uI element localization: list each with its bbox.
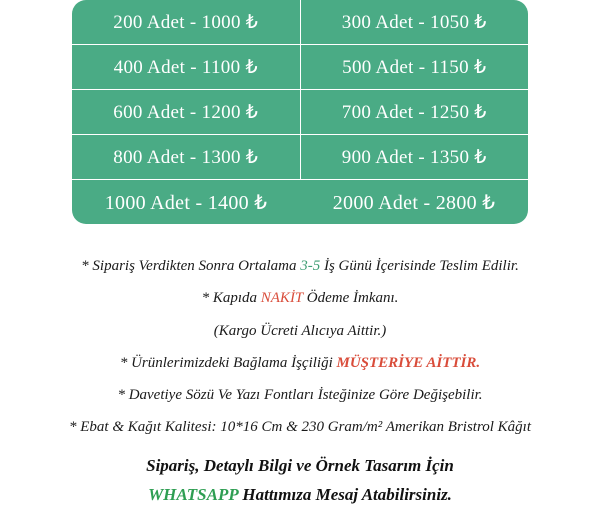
note-paper-quality: * Ebat & Kağıt Kalitesi: 10*16 Cm & 230 Gram/m² Amerikan Bristrol Kâğıt (68, 419, 531, 436)
note-cash-payment (0, 287, 600, 310)
note-shipping-fee: (Kargo Ücreti Alıcıya Aittir.) (213, 322, 387, 339)
footer-line-order-info: Sipariş, Detaylı Bilgi ve Örnek Tasarım İçin (146, 456, 454, 475)
note-prefix: * Ürünlerimizdeki Bağlama İşçiliği (119, 354, 337, 371)
price-table (72, 0, 528, 224)
footer-line-whatsapp (0, 481, 600, 510)
price-cell: 600 Adet - 1200 ₺ (72, 90, 301, 134)
price-cell: 800 Adet - 1300 ₺ (72, 135, 301, 179)
note-highlight: 3-5 (300, 258, 321, 274)
footer-contact (0, 452, 600, 510)
note-delivery-time (0, 255, 600, 278)
price-cell: 400 Adet - 1100 ₺ (72, 45, 301, 89)
note-prefix: * Sipariş Verdikten Sonra Ortalama (81, 258, 301, 274)
table-row (72, 90, 528, 135)
footer-suffix: Hattımıza Mesaj Atabilirsiniz. (238, 484, 452, 504)
note-prefix: * Kapıda (201, 290, 261, 307)
table-row (72, 135, 528, 180)
price-cell: 900 Adet - 1350 ₺ (341, 146, 487, 168)
price-cell: 500 Adet - 1150 ₺ (342, 56, 487, 78)
note-suffix: İş Günü İçerisinde Teslim Edilir. (320, 258, 519, 274)
note-highlight: MÜŞTERİYE AİTTİR. (336, 354, 481, 371)
price-cell: 700 Adet - 1250 ₺ (341, 101, 487, 123)
note-font-customization: * Davetiye Sözü Ve Yazı Fontları İsteğinize Göre Değişebilir. (117, 387, 483, 403)
table-row (72, 45, 528, 90)
price-cell: 200 Adet - 1000 ₺ (72, 0, 301, 44)
whatsapp-label: WHATSAPP (148, 484, 239, 504)
note-suffix: Ödeme İmkanı. (303, 290, 399, 307)
table-row (72, 0, 528, 45)
note-assembly-labor (0, 352, 600, 375)
price-cell: 300 Adet - 1050 ₺ (341, 11, 487, 33)
note-highlight: NAKİT (260, 290, 304, 307)
price-cell: 2000 Adet - 2800 ₺ (332, 191, 496, 214)
table-row (72, 180, 528, 224)
notes-section (0, 255, 600, 449)
price-cell: 1000 Adet - 1400 ₺ (104, 191, 268, 214)
